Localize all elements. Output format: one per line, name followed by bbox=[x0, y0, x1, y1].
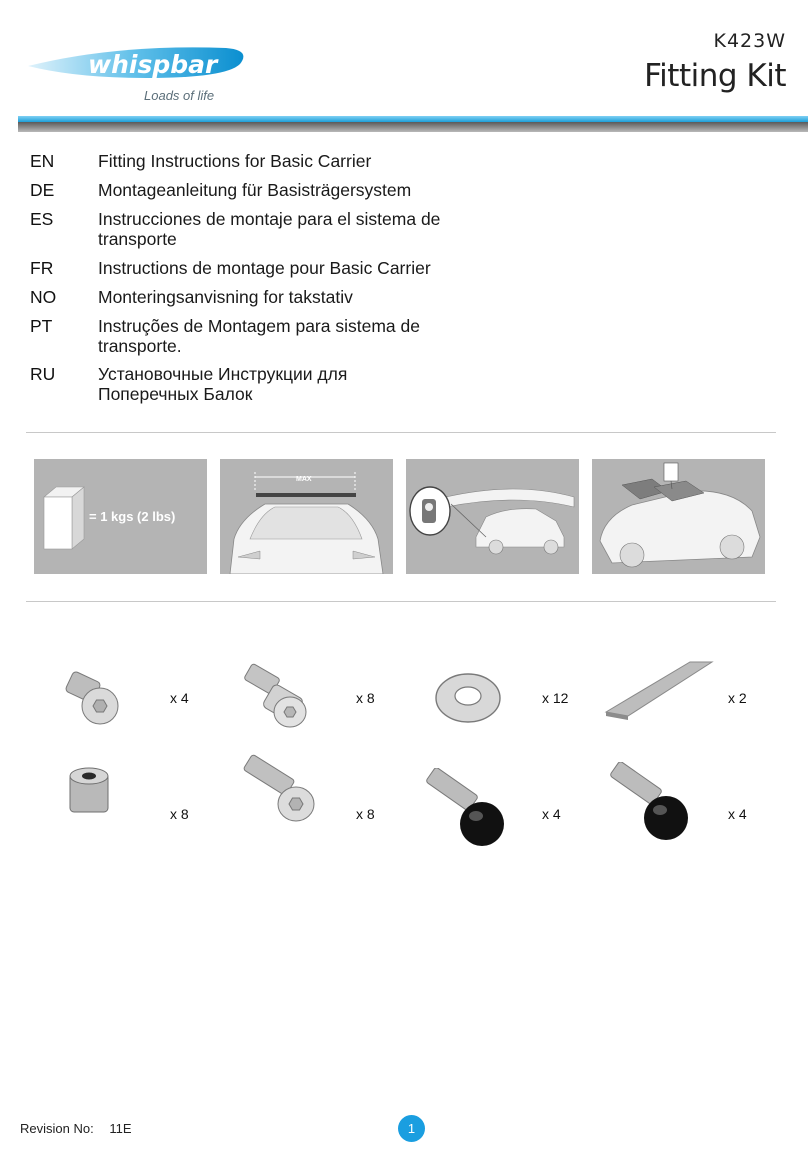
part-quantity: x 2 bbox=[728, 690, 747, 706]
tie-down-panel bbox=[406, 459, 579, 574]
black-cap-bolt-a-icon bbox=[424, 768, 504, 848]
divider bbox=[26, 432, 776, 433]
language-code: RU bbox=[30, 364, 56, 384]
language-row-ru bbox=[30, 364, 398, 404]
language-code: NO bbox=[30, 287, 57, 307]
language-text: Montageanleitung für Basisträgersystem bbox=[98, 180, 412, 200]
weight-label: = 1 kgs (2 lbs) bbox=[89, 509, 176, 524]
language-text: Instruções de Montagem para sistema de transporte. bbox=[98, 316, 420, 356]
language-text: Fitting Instructions for Basic Carrier bbox=[98, 151, 372, 171]
language-code: ES bbox=[30, 209, 54, 229]
language-row-de bbox=[30, 180, 478, 200]
part-quantity: x 4 bbox=[170, 690, 189, 706]
max-load-panel bbox=[220, 459, 393, 574]
language-text: Установочные Инструкции для Поперечных Балок bbox=[98, 364, 348, 404]
part-quantity: x 8 bbox=[356, 690, 375, 706]
weight-panel bbox=[34, 459, 207, 574]
revision-label: Revision No: bbox=[20, 1121, 94, 1136]
language-code: EN bbox=[30, 151, 55, 171]
whispbar-logo bbox=[26, 38, 256, 108]
spacer-sleeve-icon bbox=[60, 762, 140, 842]
t-bolt-with-cap-icon bbox=[240, 660, 320, 740]
max-label: MAX bbox=[296, 476, 312, 483]
revision-info bbox=[20, 1121, 132, 1136]
long-hex-bolt-icon bbox=[240, 752, 320, 832]
part-quantity: x 12 bbox=[542, 690, 569, 706]
washer-icon bbox=[430, 660, 510, 740]
part-quantity: x 4 bbox=[728, 806, 747, 822]
language-text: Monteringsanvisning for takstativ bbox=[98, 287, 353, 307]
part-quantity: x 8 bbox=[170, 806, 189, 822]
revision-value: 11E bbox=[109, 1121, 132, 1136]
page-number-badge: 1 bbox=[398, 1115, 425, 1142]
language-row-en bbox=[30, 151, 478, 171]
brand-name: whispbar bbox=[88, 50, 218, 79]
divider bbox=[26, 601, 776, 602]
part-quantity: x 8 bbox=[356, 806, 375, 822]
black-cap-bolt-b-icon bbox=[608, 762, 688, 842]
part-quantity: x 4 bbox=[542, 806, 561, 822]
language-row-fr bbox=[30, 258, 478, 278]
language-row-es bbox=[30, 209, 458, 249]
language-code: DE bbox=[30, 180, 55, 200]
rubber-strip-icon bbox=[604, 660, 714, 740]
language-row-pt bbox=[30, 316, 463, 356]
page-title: Fitting Kit bbox=[644, 58, 786, 94]
language-row-no bbox=[30, 287, 478, 307]
language-text: Instrucciones de montaje para el sistema de transporte bbox=[98, 209, 441, 249]
brand-tagline: Loads of life bbox=[144, 88, 215, 103]
language-text: Instructions de montage pour Basic Carrier bbox=[98, 258, 431, 278]
language-code: PT bbox=[30, 316, 53, 336]
roof-load-panel bbox=[592, 459, 765, 574]
short-hex-bolt-icon bbox=[60, 660, 140, 740]
language-code: FR bbox=[30, 258, 54, 278]
kit-code: K423W bbox=[713, 30, 786, 52]
header-gray-bar bbox=[18, 122, 808, 132]
